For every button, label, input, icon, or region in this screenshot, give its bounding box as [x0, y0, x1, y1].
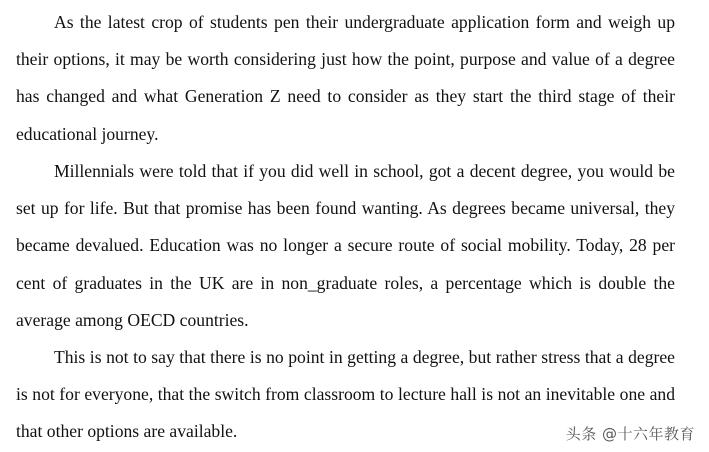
paragraph-2: Millennials were told that if you did well in school, got a decent degree, you would be set up for life. But that promise has been found wanting. As degrees became universal, they became devalued. Education was no longer a secure route of social mobility. Today, 28 per cent of graduates in the UK are in non_graduate roles, a percentage which is double the average among OECD countries.: [16, 161, 675, 330]
watermark: 头条 @十六年教育: [565, 425, 695, 443]
paragraph-1: As the latest crop of students pen their undergraduate application form and weigh up their options, it may be worth considering just how the point, purpose and value of a degree has changed and what Generation Z need to consider as they start the third stage of their educational journey.: [16, 12, 675, 144]
paragraph-3: This is not to say that there is no point in getting a degree, but rather stress that a degree is not for everyone, that the switch from classroom to lecture hall is not an inevitable one and that other options are available.: [16, 347, 675, 442]
